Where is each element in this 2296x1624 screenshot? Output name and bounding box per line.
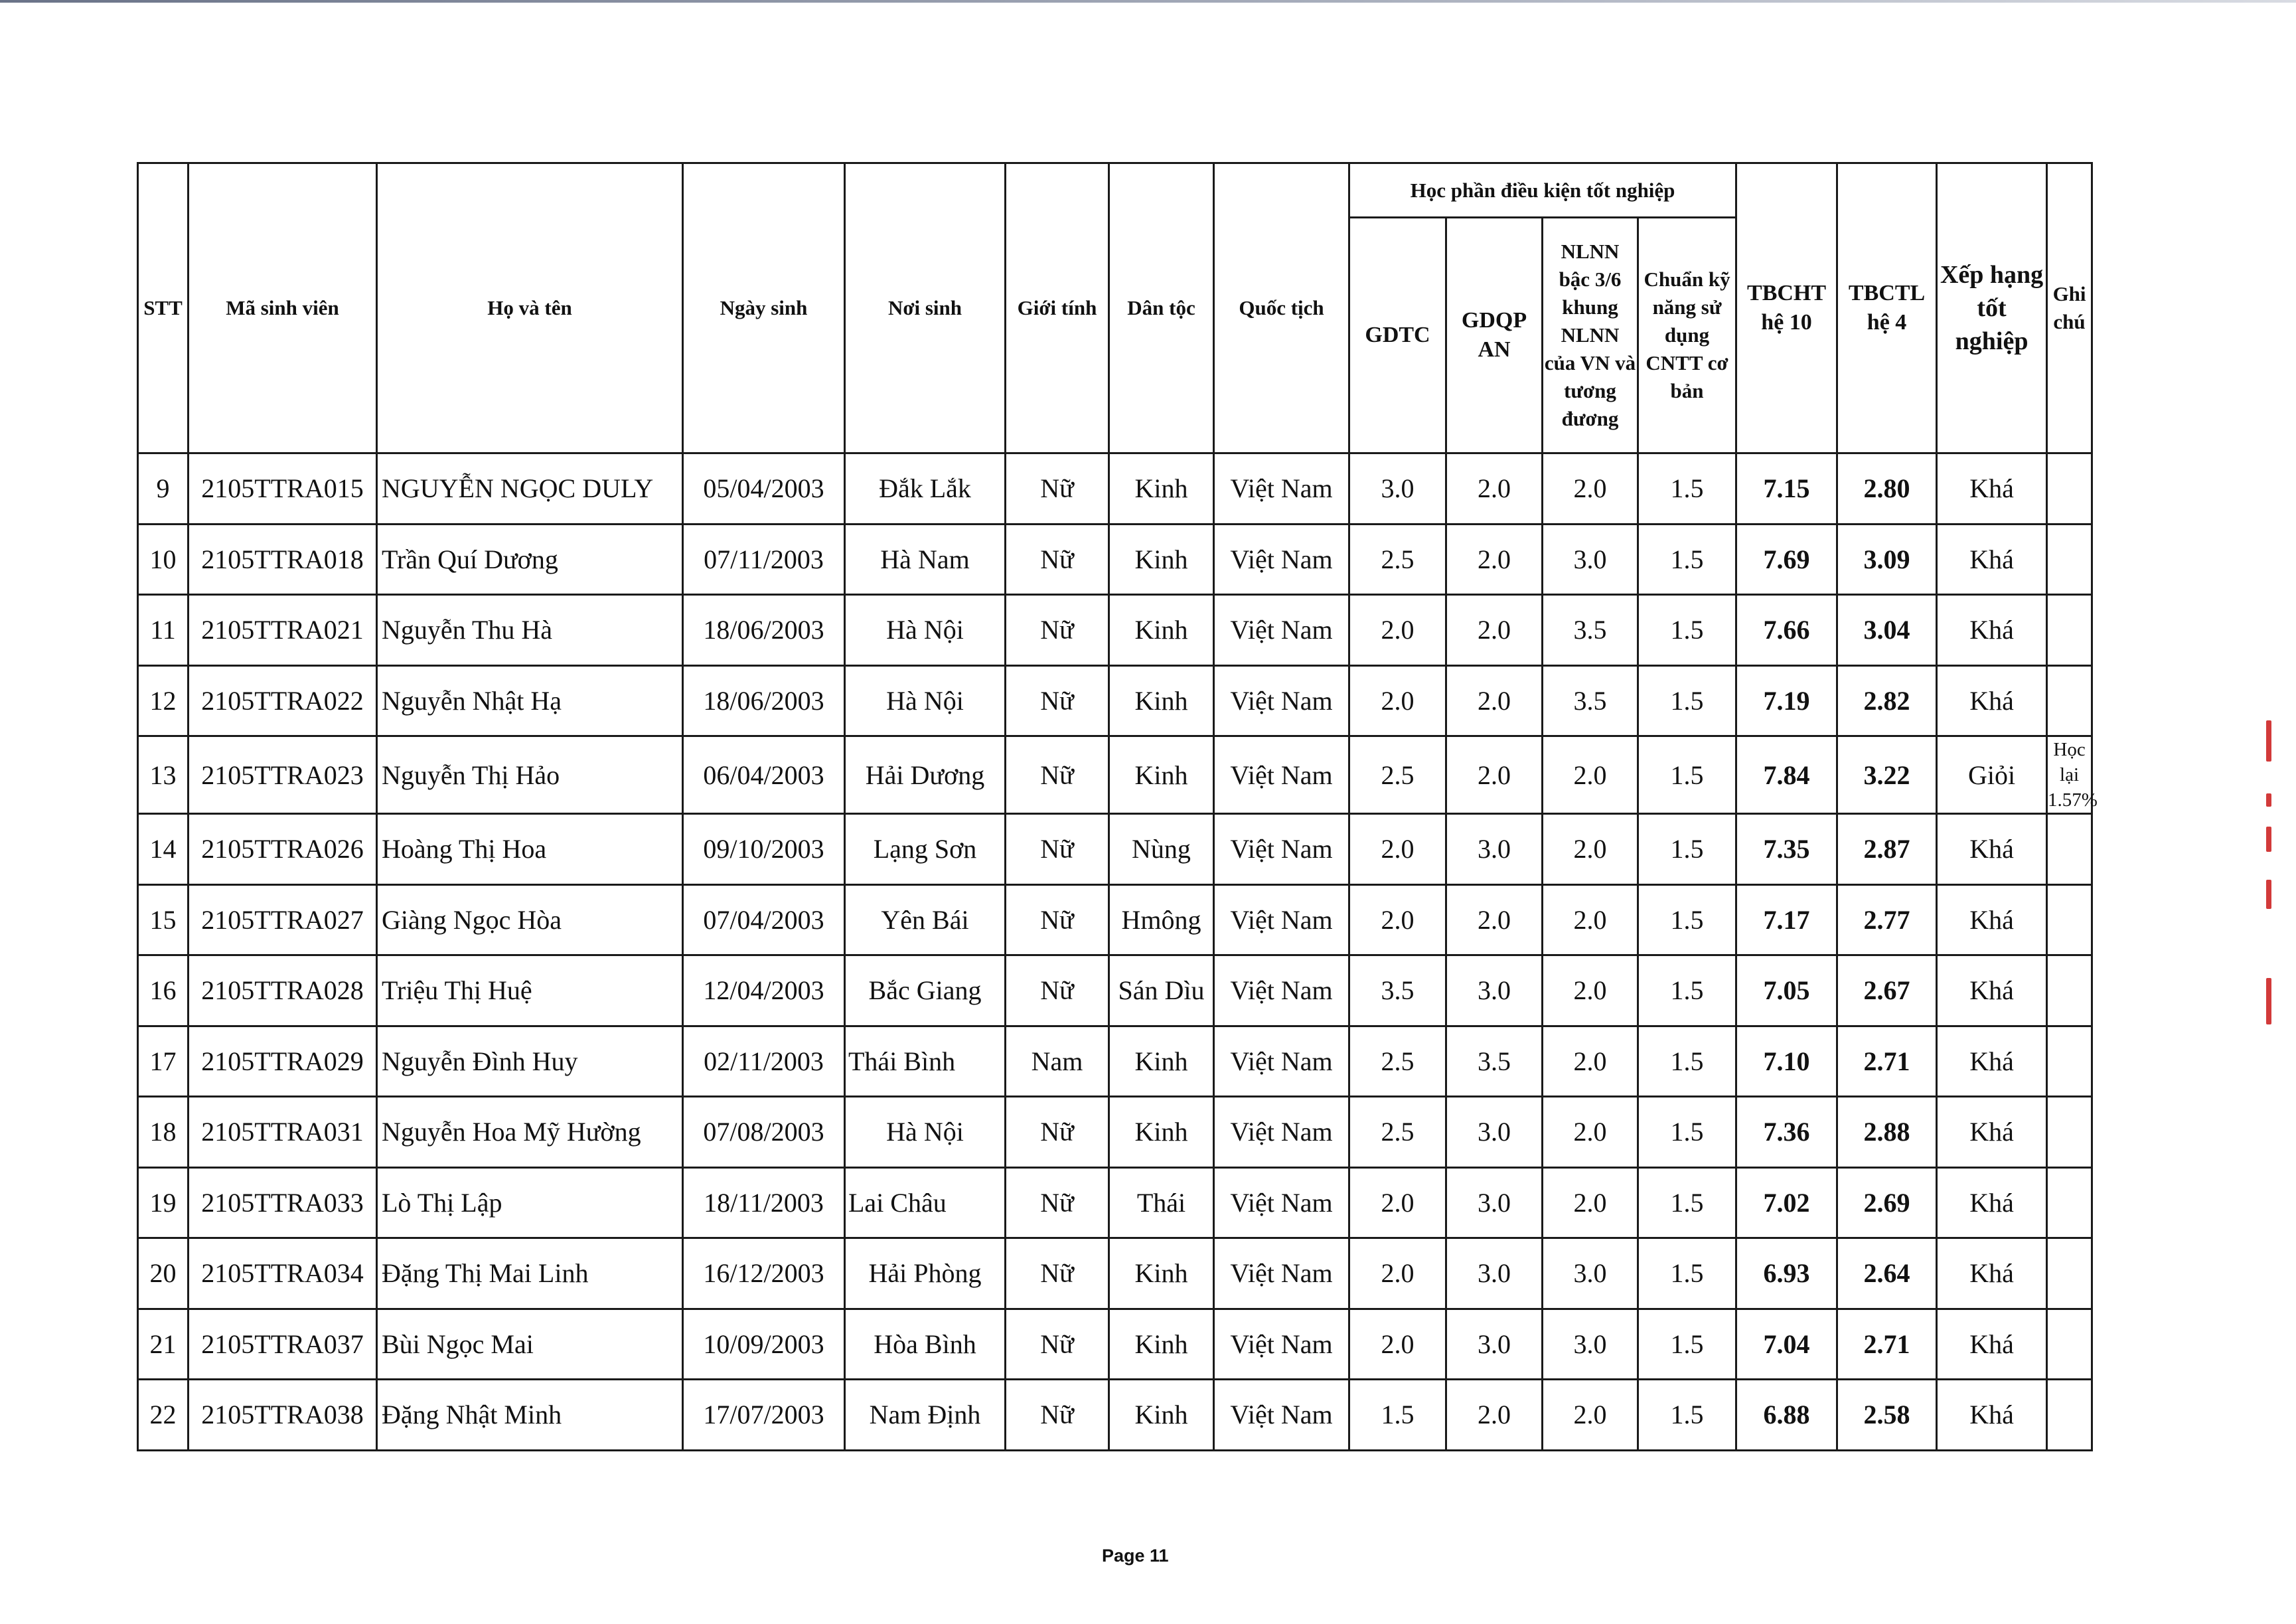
cell-stt: 14 [138, 814, 189, 885]
col-group-dieu-kien: Học phần điều kiện tốt nghiệp [1349, 163, 1736, 218]
col-xep-hang: Xếp hạng tốt nghiệp [1937, 163, 2047, 453]
cell-tbcht: 7.10 [1736, 1026, 1837, 1097]
cell-stt: 17 [138, 1026, 189, 1097]
cell-gioi-tinh: Nam [1006, 1026, 1109, 1097]
cell-nlnn: 2.0 [1543, 1097, 1638, 1168]
cell-gdqp-an: 3.0 [1446, 955, 1543, 1026]
cell-ghi-chu [2047, 814, 2092, 885]
cell-chuan-cntt: 1.5 [1638, 1097, 1736, 1168]
cell-dan-toc: Kinh [1109, 665, 1214, 736]
cell-ngay-sinh: 12/04/2003 [683, 955, 845, 1026]
cell-dan-toc: Kinh [1109, 1380, 1214, 1451]
cell-tbcht: 7.36 [1736, 1097, 1837, 1168]
cell-ho-va-ten: Lò Thị Lập [377, 1167, 683, 1238]
cell-nlnn: 3.0 [1543, 1238, 1638, 1309]
cell-gioi-tinh: Nữ [1006, 1097, 1109, 1168]
cell-quoc-tich: Việt Nam [1214, 1026, 1349, 1097]
cell-nlnn: 3.5 [1543, 595, 1638, 666]
cell-tbcht: 7.05 [1736, 955, 1837, 1026]
cell-ma-sinh-vien: 2105TTRA015 [189, 453, 377, 525]
table-row [138, 736, 2092, 814]
cell-ho-va-ten: Nguyễn Đình Huy [377, 1026, 683, 1097]
cell-ma-sinh-vien: 2105TTRA018 [189, 524, 377, 595]
cell-gioi-tinh: Nữ [1006, 1238, 1109, 1309]
table-row [138, 1238, 2092, 1309]
cell-nlnn: 2.0 [1543, 1167, 1638, 1238]
cell-chuan-cntt: 1.5 [1638, 665, 1736, 736]
cell-nlnn: 3.5 [1543, 665, 1638, 736]
table-row [138, 1380, 2092, 1451]
cell-quoc-tich: Việt Nam [1214, 665, 1349, 736]
cell-ngay-sinh: 07/08/2003 [683, 1097, 845, 1168]
col-tbctl: TBCTL hệ 4 [1837, 163, 1937, 453]
cell-gdtc: 2.0 [1349, 1309, 1446, 1380]
cell-gdqp-an: 3.0 [1446, 814, 1543, 885]
cell-gdqp-an: 2.0 [1446, 665, 1543, 736]
cell-chuan-cntt: 1.5 [1638, 453, 1736, 525]
cell-quoc-tich: Việt Nam [1214, 814, 1349, 885]
cell-tbctl: 2.87 [1837, 814, 1937, 885]
cell-dan-toc: Kinh [1109, 736, 1214, 814]
cell-nlnn: 2.0 [1543, 1026, 1638, 1097]
cell-ma-sinh-vien: 2105TTRA029 [189, 1026, 377, 1097]
cell-xep-hang: Khá [1937, 1309, 2047, 1380]
cell-noi-sinh: Hà Nội [845, 1097, 1006, 1168]
cell-quoc-tich: Việt Nam [1214, 1097, 1349, 1168]
cell-noi-sinh: Hà Nội [845, 665, 1006, 736]
cell-gioi-tinh: Nữ [1006, 1167, 1109, 1238]
col-tbcht: TBCHT hệ 10 [1736, 163, 1837, 453]
cell-stt: 18 [138, 1097, 189, 1168]
table-row [138, 665, 2092, 736]
cell-ngay-sinh: 18/06/2003 [683, 595, 845, 666]
cell-xep-hang: Khá [1937, 1097, 2047, 1168]
cell-tbcht: 7.35 [1736, 814, 1837, 885]
col-gioi-tinh: Giới tính [1006, 163, 1109, 453]
cell-chuan-cntt: 1.5 [1638, 1167, 1736, 1238]
cell-ma-sinh-vien: 2105TTRA026 [189, 814, 377, 885]
cell-chuan-cntt: 1.5 [1638, 595, 1736, 666]
cell-ho-va-ten: NGUYỄN NGỌC DULY [377, 453, 683, 525]
cell-xep-hang: Khá [1937, 814, 2047, 885]
cell-ma-sinh-vien: 2105TTRA031 [189, 1097, 377, 1168]
red-stamp-mark [2266, 720, 2279, 1039]
cell-xep-hang: Khá [1937, 524, 2047, 595]
col-stt: STT [138, 163, 189, 453]
cell-tbctl: 2.69 [1837, 1167, 1937, 1238]
cell-gdtc: 2.0 [1349, 1238, 1446, 1309]
cell-ma-sinh-vien: 2105TTRA037 [189, 1309, 377, 1380]
cell-tbctl: 2.77 [1837, 884, 1937, 955]
cell-ghi-chu [2047, 665, 2092, 736]
cell-ma-sinh-vien: 2105TTRA038 [189, 1380, 377, 1451]
cell-tbcht: 6.93 [1736, 1238, 1837, 1309]
cell-chuan-cntt: 1.5 [1638, 524, 1736, 595]
cell-chuan-cntt: 1.5 [1638, 1026, 1736, 1097]
cell-tbctl: 2.64 [1837, 1238, 1937, 1309]
cell-dan-toc: Kinh [1109, 524, 1214, 595]
cell-gdtc: 2.0 [1349, 814, 1446, 885]
col-nlnn: NLNN bậc 3/6 khung NLNN của VN và tương đương [1543, 218, 1638, 453]
col-gdqp-an: GDQP AN [1446, 218, 1543, 453]
cell-ho-va-ten: Đặng Thị Mai Linh [377, 1238, 683, 1309]
cell-gdqp-an: 3.5 [1446, 1026, 1543, 1097]
cell-noi-sinh: Hải Dương [845, 736, 1006, 814]
cell-stt: 12 [138, 665, 189, 736]
cell-ma-sinh-vien: 2105TTRA022 [189, 665, 377, 736]
cell-nlnn: 3.0 [1543, 1309, 1638, 1380]
cell-ngay-sinh: 06/04/2003 [683, 736, 845, 814]
col-quoc-tich: Quốc tịch [1214, 163, 1349, 453]
col-ngay-sinh: Ngày sinh [683, 163, 845, 453]
cell-stt: 21 [138, 1309, 189, 1380]
table-row [138, 814, 2092, 885]
cell-gdtc: 3.5 [1349, 955, 1446, 1026]
cell-nlnn: 2.0 [1543, 884, 1638, 955]
cell-xep-hang: Khá [1937, 884, 2047, 955]
cell-nlnn: 3.0 [1543, 524, 1638, 595]
cell-dan-toc: Nùng [1109, 814, 1214, 885]
cell-ghi-chu [2047, 1238, 2092, 1309]
cell-chuan-cntt: 1.5 [1638, 1238, 1736, 1309]
cell-gioi-tinh: Nữ [1006, 595, 1109, 666]
cell-tbcht: 7.19 [1736, 665, 1837, 736]
graduation-table [137, 162, 2098, 1451]
cell-ma-sinh-vien: 2105TTRA021 [189, 595, 377, 666]
cell-quoc-tich: Việt Nam [1214, 1167, 1349, 1238]
cell-xep-hang: Giỏi [1937, 736, 2047, 814]
cell-ma-sinh-vien: 2105TTRA027 [189, 884, 377, 955]
cell-gdqp-an: 3.0 [1446, 1309, 1543, 1380]
cell-gioi-tinh: Nữ [1006, 884, 1109, 955]
cell-gioi-tinh: Nữ [1006, 665, 1109, 736]
cell-quoc-tich: Việt Nam [1214, 884, 1349, 955]
cell-gdqp-an: 3.0 [1446, 1097, 1543, 1168]
cell-tbcht: 7.84 [1736, 736, 1837, 814]
cell-tbctl: 2.71 [1837, 1026, 1937, 1097]
cell-chuan-cntt: 1.5 [1638, 814, 1736, 885]
table-row [138, 1097, 2092, 1168]
cell-gdqp-an: 3.0 [1446, 1167, 1543, 1238]
cell-ngay-sinh: 10/09/2003 [683, 1309, 845, 1380]
cell-noi-sinh: Lai Châu [845, 1167, 1006, 1238]
cell-chuan-cntt: 1.5 [1638, 736, 1736, 814]
cell-gdtc: 2.5 [1349, 524, 1446, 595]
header-row [138, 163, 2092, 218]
cell-ghi-chu [2047, 595, 2092, 666]
cell-ngay-sinh: 18/06/2003 [683, 665, 845, 736]
table-row [138, 1026, 2092, 1097]
table-body [138, 453, 2098, 1451]
cell-gdqp-an: 2.0 [1446, 524, 1543, 595]
cell-xep-hang: Khá [1937, 665, 2047, 736]
cell-gdqp-an: 2.0 [1446, 736, 1543, 814]
cell-gdtc: 2.0 [1349, 665, 1446, 736]
cell-ghi-chu [2047, 1167, 2092, 1238]
cell-gdtc: 3.0 [1349, 453, 1446, 525]
cell-nlnn: 2.0 [1543, 736, 1638, 814]
cell-dan-toc: Kinh [1109, 1238, 1214, 1309]
cell-gioi-tinh: Nữ [1006, 955, 1109, 1026]
cell-ngay-sinh: 07/11/2003 [683, 524, 845, 595]
table-row [138, 1309, 2092, 1380]
cell-ghi-chu [2047, 1309, 2092, 1380]
cell-quoc-tich: Việt Nam [1214, 955, 1349, 1026]
cell-quoc-tich: Việt Nam [1214, 1238, 1349, 1309]
cell-stt: 22 [138, 1380, 189, 1451]
cell-dan-toc: Kinh [1109, 595, 1214, 666]
cell-gdtc: 2.0 [1349, 595, 1446, 666]
cell-tbctl: 3.04 [1837, 595, 1937, 666]
col-ma-sinh-vien: Mã sinh viên [189, 163, 377, 453]
cell-ma-sinh-vien: 2105TTRA028 [189, 955, 377, 1026]
cell-xep-hang: Khá [1937, 1167, 2047, 1238]
cell-dan-toc: Hmông [1109, 884, 1214, 955]
cell-dan-toc: Thái [1109, 1167, 1214, 1238]
cell-gdtc: 2.5 [1349, 1026, 1446, 1097]
cell-tbctl: 2.58 [1837, 1380, 1937, 1451]
cell-quoc-tich: Việt Nam [1214, 1309, 1349, 1380]
cell-ngay-sinh: 07/04/2003 [683, 884, 845, 955]
cell-gdqp-an: 2.0 [1446, 884, 1543, 955]
cell-dan-toc: Kinh [1109, 1026, 1214, 1097]
cell-ghi-chu [2047, 453, 2092, 525]
cell-noi-sinh: Hải Phòng [845, 1238, 1006, 1309]
cell-stt: 13 [138, 736, 189, 814]
cell-gdtc: 2.5 [1349, 1097, 1446, 1168]
cell-gdtc: 2.5 [1349, 736, 1446, 814]
cell-noi-sinh: Yên Bái [845, 884, 1006, 955]
cell-tbcht: 7.69 [1736, 524, 1837, 595]
cell-stt: 9 [138, 453, 189, 525]
col-gdtc: GDTC [1349, 218, 1446, 453]
col-ho-va-ten: Họ và tên [377, 163, 683, 453]
cell-ghi-chu: Học lại 1.57% [2047, 736, 2092, 814]
cell-tbctl: 2.88 [1837, 1097, 1937, 1168]
cell-stt: 15 [138, 884, 189, 955]
cell-chuan-cntt: 1.5 [1638, 1380, 1736, 1451]
cell-ghi-chu [2047, 1380, 2092, 1451]
cell-ghi-chu [2047, 524, 2092, 595]
cell-quoc-tich: Việt Nam [1214, 453, 1349, 525]
cell-nlnn: 2.0 [1543, 1380, 1638, 1451]
cell-tbcht: 7.66 [1736, 595, 1837, 666]
cell-ho-va-ten: Nguyễn Hoa Mỹ Hường [377, 1097, 683, 1168]
table-row [138, 1167, 2092, 1238]
cell-quoc-tich: Việt Nam [1214, 736, 1349, 814]
cell-nlnn: 2.0 [1543, 814, 1638, 885]
cell-gioi-tinh: Nữ [1006, 1380, 1109, 1451]
cell-xep-hang: Khá [1937, 955, 2047, 1026]
cell-ghi-chu [2047, 1097, 2092, 1168]
cell-ghi-chu [2047, 1026, 2092, 1097]
cell-quoc-tich: Việt Nam [1214, 1380, 1349, 1451]
cell-gioi-tinh: Nữ [1006, 524, 1109, 595]
cell-chuan-cntt: 1.5 [1638, 1309, 1736, 1380]
cell-noi-sinh: Lạng Sơn [845, 814, 1006, 885]
cell-ghi-chu [2047, 884, 2092, 955]
cell-noi-sinh: Thái Bình [845, 1026, 1006, 1097]
cell-ho-va-ten: Nguyễn Thu Hà [377, 595, 683, 666]
col-noi-sinh: Nơi sinh [845, 163, 1006, 453]
cell-xep-hang: Khá [1937, 595, 2047, 666]
cell-tbcht: 7.04 [1736, 1309, 1837, 1380]
cell-tbctl: 2.67 [1837, 955, 1937, 1026]
cell-gdqp-an: 2.0 [1446, 595, 1543, 666]
cell-ho-va-ten: Nguyễn Nhật Hạ [377, 665, 683, 736]
cell-tbctl: 3.22 [1837, 736, 1937, 814]
cell-chuan-cntt: 1.5 [1638, 955, 1736, 1026]
cell-stt: 20 [138, 1238, 189, 1309]
cell-ngay-sinh: 16/12/2003 [683, 1238, 845, 1309]
col-chuan-cntt: Chuẩn kỹ năng sử dụng CNTT cơ bản [1638, 218, 1736, 453]
table-row [138, 524, 2092, 595]
cell-ngay-sinh: 17/07/2003 [683, 1380, 845, 1451]
cell-noi-sinh: Đắk Lắk [845, 453, 1006, 525]
cell-gdtc: 1.5 [1349, 1380, 1446, 1451]
cell-gdqp-an: 2.0 [1446, 453, 1543, 525]
cell-ngay-sinh: 05/04/2003 [683, 453, 845, 525]
page-number: Page 11 [1102, 1546, 1169, 1566]
cell-xep-hang: Khá [1937, 1238, 2047, 1309]
cell-stt: 10 [138, 524, 189, 595]
cell-noi-sinh: Bắc Giang [845, 955, 1006, 1026]
cell-ngay-sinh: 18/11/2003 [683, 1167, 845, 1238]
cell-dan-toc: Kinh [1109, 453, 1214, 525]
cell-ho-va-ten: Hoàng Thị Hoa [377, 814, 683, 885]
cell-gioi-tinh: Nữ [1006, 736, 1109, 814]
cell-xep-hang: Khá [1937, 453, 2047, 525]
cell-dan-toc: Kinh [1109, 1097, 1214, 1168]
cell-gioi-tinh: Nữ [1006, 453, 1109, 525]
cell-nlnn: 2.0 [1543, 453, 1638, 525]
cell-ho-va-ten: Trần Quí Dương [377, 524, 683, 595]
cell-noi-sinh: Nam Định [845, 1380, 1006, 1451]
cell-chuan-cntt: 1.5 [1638, 884, 1736, 955]
cell-tbctl: 2.82 [1837, 665, 1937, 736]
cell-ma-sinh-vien: 2105TTRA034 [189, 1238, 377, 1309]
cell-noi-sinh: Hà Nội [845, 595, 1006, 666]
cell-ho-va-ten: Giàng Ngọc Hòa [377, 884, 683, 955]
cell-ho-va-ten: Nguyễn Thị Hảo [377, 736, 683, 814]
cell-gdqp-an: 3.0 [1446, 1238, 1543, 1309]
cell-tbctl: 3.09 [1837, 524, 1937, 595]
top-scan-edge [0, 0, 2296, 3]
cell-ho-va-ten: Bùi Ngọc Mai [377, 1309, 683, 1380]
cell-xep-hang: Khá [1937, 1026, 2047, 1097]
cell-ho-va-ten: Đặng Nhật Minh [377, 1380, 683, 1451]
cell-quoc-tich: Việt Nam [1214, 595, 1349, 666]
cell-ho-va-ten: Triệu Thị Huệ [377, 955, 683, 1026]
cell-noi-sinh: Hà Nam [845, 524, 1006, 595]
col-dan-toc: Dân tộc [1109, 163, 1214, 453]
cell-ma-sinh-vien: 2105TTRA023 [189, 736, 377, 814]
cell-gdtc: 2.0 [1349, 1167, 1446, 1238]
cell-stt: 19 [138, 1167, 189, 1238]
cell-tbcht: 7.15 [1736, 453, 1837, 525]
cell-ghi-chu [2047, 955, 2092, 1026]
cell-ngay-sinh: 09/10/2003 [683, 814, 845, 885]
cell-noi-sinh: Hòa Bình [845, 1309, 1006, 1380]
cell-gioi-tinh: Nữ [1006, 1309, 1109, 1380]
cell-dan-toc: Sán Dìu [1109, 955, 1214, 1026]
col-ghi-chu: Ghi chú [2047, 163, 2092, 453]
cell-dan-toc: Kinh [1109, 1309, 1214, 1380]
cell-ngay-sinh: 02/11/2003 [683, 1026, 845, 1097]
cell-tbcht: 7.02 [1736, 1167, 1837, 1238]
cell-tbcht: 7.17 [1736, 884, 1837, 955]
cell-gdtc: 2.0 [1349, 884, 1446, 955]
cell-tbctl: 2.80 [1837, 453, 1937, 525]
cell-quoc-tich: Việt Nam [1214, 524, 1349, 595]
cell-xep-hang: Khá [1937, 1380, 2047, 1451]
cell-stt: 11 [138, 595, 189, 666]
cell-stt: 16 [138, 955, 189, 1026]
cell-gioi-tinh: Nữ [1006, 814, 1109, 885]
cell-nlnn: 2.0 [1543, 955, 1638, 1026]
table-row [138, 884, 2092, 955]
table-row [138, 453, 2092, 525]
table-row [138, 955, 2092, 1026]
cell-ma-sinh-vien: 2105TTRA033 [189, 1167, 377, 1238]
cell-tbctl: 2.71 [1837, 1309, 1937, 1380]
table-row [138, 595, 2092, 666]
cell-gdqp-an: 2.0 [1446, 1380, 1543, 1451]
cell-tbcht: 6.88 [1736, 1380, 1837, 1451]
